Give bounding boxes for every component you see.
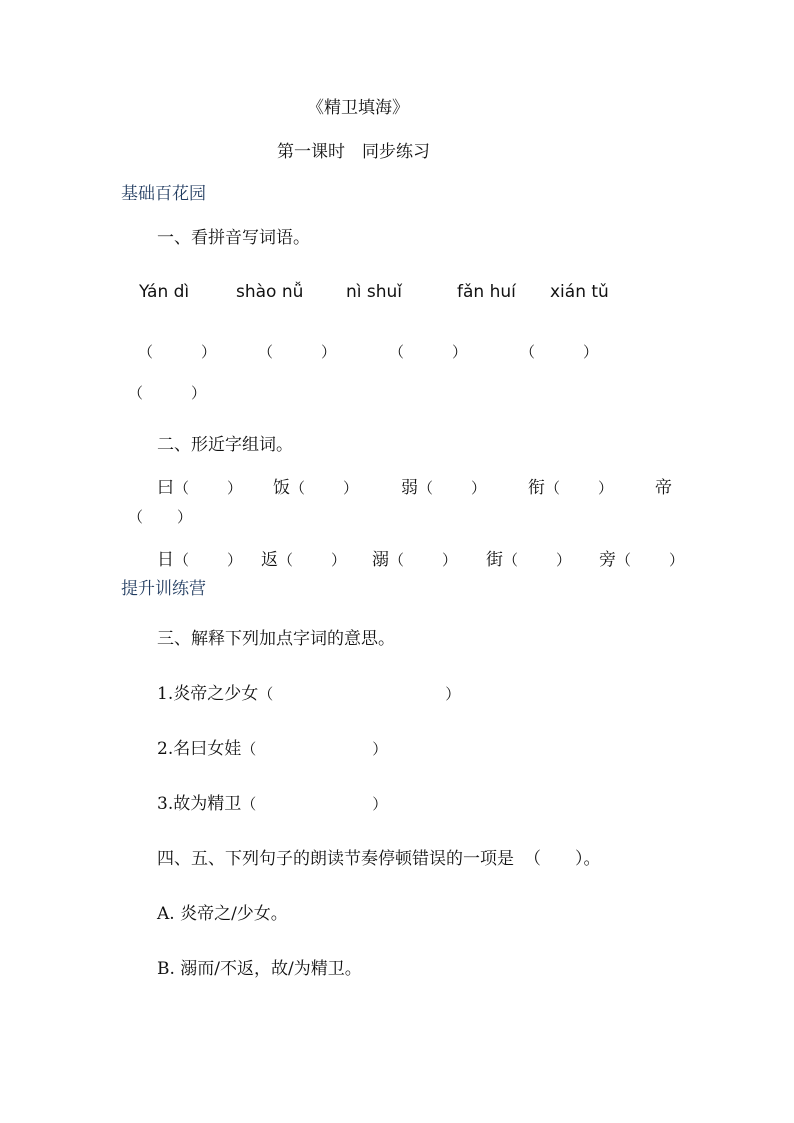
option-a: A. 炎帝之/少女。 xyxy=(157,904,288,924)
q3-item-3 xyxy=(157,794,387,814)
answer-blank-4[interactable]: （ ） xyxy=(520,343,599,361)
q3-item-label: 1.炎帝之少女 xyxy=(157,684,259,704)
pinyin-4: fǎn huí xyxy=(457,282,516,302)
pinyin-3: nì shuǐ xyxy=(346,282,403,302)
char-row1-2 xyxy=(273,478,358,498)
q4-answer-blank[interactable]: （ ）。 xyxy=(524,849,601,869)
char: 街 xyxy=(486,550,503,570)
char-row1-3 xyxy=(401,478,486,498)
answer-blank[interactable]: （ ） xyxy=(241,795,388,813)
answer-blank[interactable]: （ ） xyxy=(241,740,388,758)
char-row1-1 xyxy=(157,478,242,498)
q3-item-label: 2.名曰女娃 xyxy=(157,739,242,759)
pinyin-5: xián tǔ xyxy=(550,282,609,302)
answer-blank-1[interactable]: （ ） xyxy=(138,343,217,361)
answer-blank[interactable]: （ ） xyxy=(258,685,461,703)
word-blank[interactable]: （ ） xyxy=(418,479,487,497)
char-row2-5 xyxy=(599,550,684,570)
char-row2-1 xyxy=(157,550,242,570)
section-heading-basics: 基础百花园 xyxy=(121,184,206,204)
question-3-heading: 三、解释下列加点字词的意思。 xyxy=(157,629,395,649)
answer-blank-5[interactable]: （ ） xyxy=(128,384,207,402)
question-4-heading xyxy=(157,849,601,869)
char-row1-5: 帝 xyxy=(655,478,672,498)
char-row1-4 xyxy=(528,478,613,498)
q4-text: 四、五、下列句子的朗读节奏停顿错误的一项是 xyxy=(157,849,514,869)
word-blank[interactable]: （ ） xyxy=(290,479,359,497)
word-blank[interactable]: （ ） xyxy=(174,479,243,497)
char: 曰 xyxy=(157,478,174,498)
answer-blank-3[interactable]: （ ） xyxy=(389,343,468,361)
pinyin-1: Yán dì xyxy=(139,282,190,302)
q3-item-1 xyxy=(157,684,460,704)
char: 衔 xyxy=(528,478,545,498)
pinyin-2: shào nǚ xyxy=(236,282,304,302)
question-1-heading: 一、看拼音写词语。 xyxy=(157,228,310,248)
word-blank[interactable]: （ ） xyxy=(278,551,347,569)
char-row2-4 xyxy=(486,550,571,570)
word-blank[interactable]: （ ） xyxy=(545,479,614,497)
char-row2-2 xyxy=(261,550,346,570)
section-heading-advanced: 提升训练营 xyxy=(121,579,206,599)
char: 返 xyxy=(261,550,278,570)
option-b: B. 溺而/不返，故/为精卫。 xyxy=(157,959,362,979)
char: 溺 xyxy=(372,550,389,570)
word-blank[interactable]: （ ） xyxy=(503,551,572,569)
char: 日 xyxy=(157,550,174,570)
char-row2-3 xyxy=(372,550,457,570)
answer-blank-2[interactable]: （ ） xyxy=(258,343,337,361)
document-subtitle: 第一课时 同步练习 xyxy=(277,142,430,162)
word-blank[interactable]: （ ） xyxy=(128,508,193,526)
char: 饭 xyxy=(273,478,290,498)
char: 弱 xyxy=(401,478,418,498)
word-blank[interactable]: （ ） xyxy=(616,551,685,569)
word-blank[interactable]: （ ） xyxy=(174,551,243,569)
q3-item-2 xyxy=(157,739,387,759)
char: 旁 xyxy=(599,550,616,570)
question-2-heading: 二、形近字组词。 xyxy=(157,435,293,455)
word-blank[interactable]: （ ） xyxy=(389,551,458,569)
q3-item-label: 3.故为精卫 xyxy=(157,794,242,814)
document-title: 《精卫填海》 xyxy=(307,98,409,118)
